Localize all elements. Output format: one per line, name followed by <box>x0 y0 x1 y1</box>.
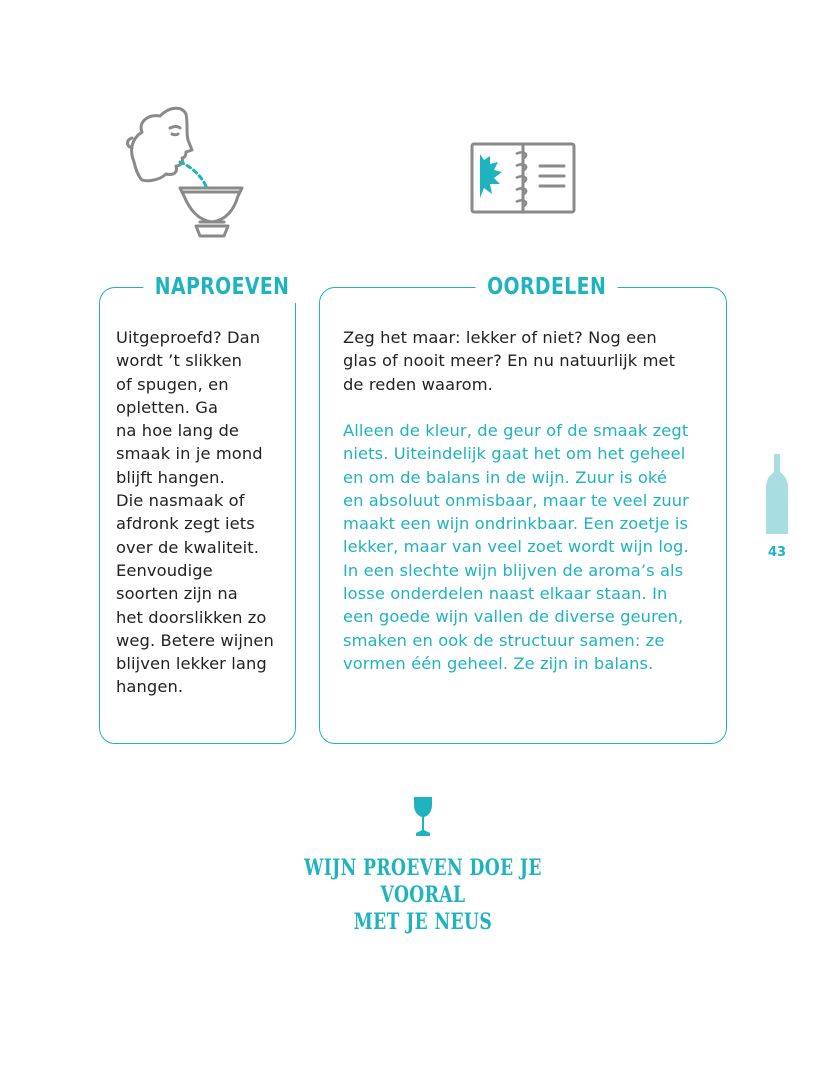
page-number: 43 <box>767 545 787 560</box>
naproeven-text-line: Die nasmaak of <box>116 491 245 511</box>
bottle-icon <box>766 454 788 534</box>
oordelen-p2-line: losse onderdelen naast elkaar staan. In <box>343 584 668 604</box>
naproeven-text-line: of spugen, en <box>116 374 229 394</box>
oordelen-p1-line: glas of nooit meer? En nu natuurlijk met <box>343 351 676 371</box>
quote <box>240 855 606 936</box>
naproeven-text-line: soorten zijn na <box>116 584 238 604</box>
naproeven-text-line: over de kwaliteit. <box>116 537 260 557</box>
oordelen-p2-line: niets. Uiteindelijk gaat het om het geheel <box>343 444 686 464</box>
oordelen-box <box>319 274 727 744</box>
naproeven-text-line: afdronk zegt iets <box>116 514 255 534</box>
oordelen-p2-line: vormen één geheel. Ze zijn in balans. <box>343 653 654 673</box>
naproeven-box <box>99 274 296 744</box>
oordelen-p2-line: maakt een wijn ondrinkbaar. Een zoetje is <box>343 514 689 534</box>
oordelen-p2-line: lekker, maar van veel zoet wordt wijn log. <box>343 537 689 557</box>
naproeven-text-line: weg. Betere wijnen <box>116 630 274 650</box>
oordelen-title: OORDELEN <box>476 271 618 303</box>
oordelen-p2-line: en absoluut onmisbaar, maar te veel zuur <box>343 490 689 510</box>
oordelen-paragraph-1 <box>343 326 713 396</box>
naproeven-text <box>116 326 294 699</box>
wine-notebook-icon <box>468 140 578 218</box>
naproeven-text-line: hangen. <box>116 677 184 697</box>
naproeven-text-line: na hoe lang de <box>116 421 240 441</box>
oordelen-p2-line: smaken en ook de structuur samen: ze <box>343 630 665 650</box>
oordelen-p1-line: de reden waarom. <box>343 374 493 394</box>
oordelen-p1-line: Zeg het maar: lekker of niet? Nog een <box>343 328 657 347</box>
naproeven-text-line: Uitgeproefd? Dan <box>116 328 261 347</box>
oordelen-p2-line: Alleen de kleur, de geur of de smaak zegt <box>343 421 689 440</box>
naproeven-text-line: blijft hangen. <box>116 467 225 487</box>
naproeven-title: NAPROEVEN <box>143 271 301 303</box>
person-spitting-icon <box>120 100 250 242</box>
naproeven-text-line: opletten. Ga <box>116 397 219 417</box>
quote-line-2: MET JE NEUS <box>353 909 493 935</box>
oordelen-p2-line: en om de balans in de wijn. Zuur is oké <box>343 467 667 487</box>
oordelen-p2-line: In een slechte wijn blijven de aroma’s als <box>343 560 684 580</box>
oordelen-p2-line: een goede wijn vallen de diverse geuren, <box>343 607 684 627</box>
naproeven-text-line: blijven lekker lang <box>116 654 267 674</box>
wine-glass-icon <box>412 797 434 837</box>
quote-line-1: WIJN PROEVEN DOE JE VOORAL <box>304 855 542 908</box>
oordelen-paragraph-2 <box>343 419 715 675</box>
naproeven-text-line: wordt ’t slikken <box>116 351 243 371</box>
naproeven-text-line: het doorslikken zo <box>116 607 267 627</box>
naproeven-text-line: Eenvoudige <box>116 560 213 580</box>
naproeven-text-line: smaak in je mond <box>116 444 263 464</box>
